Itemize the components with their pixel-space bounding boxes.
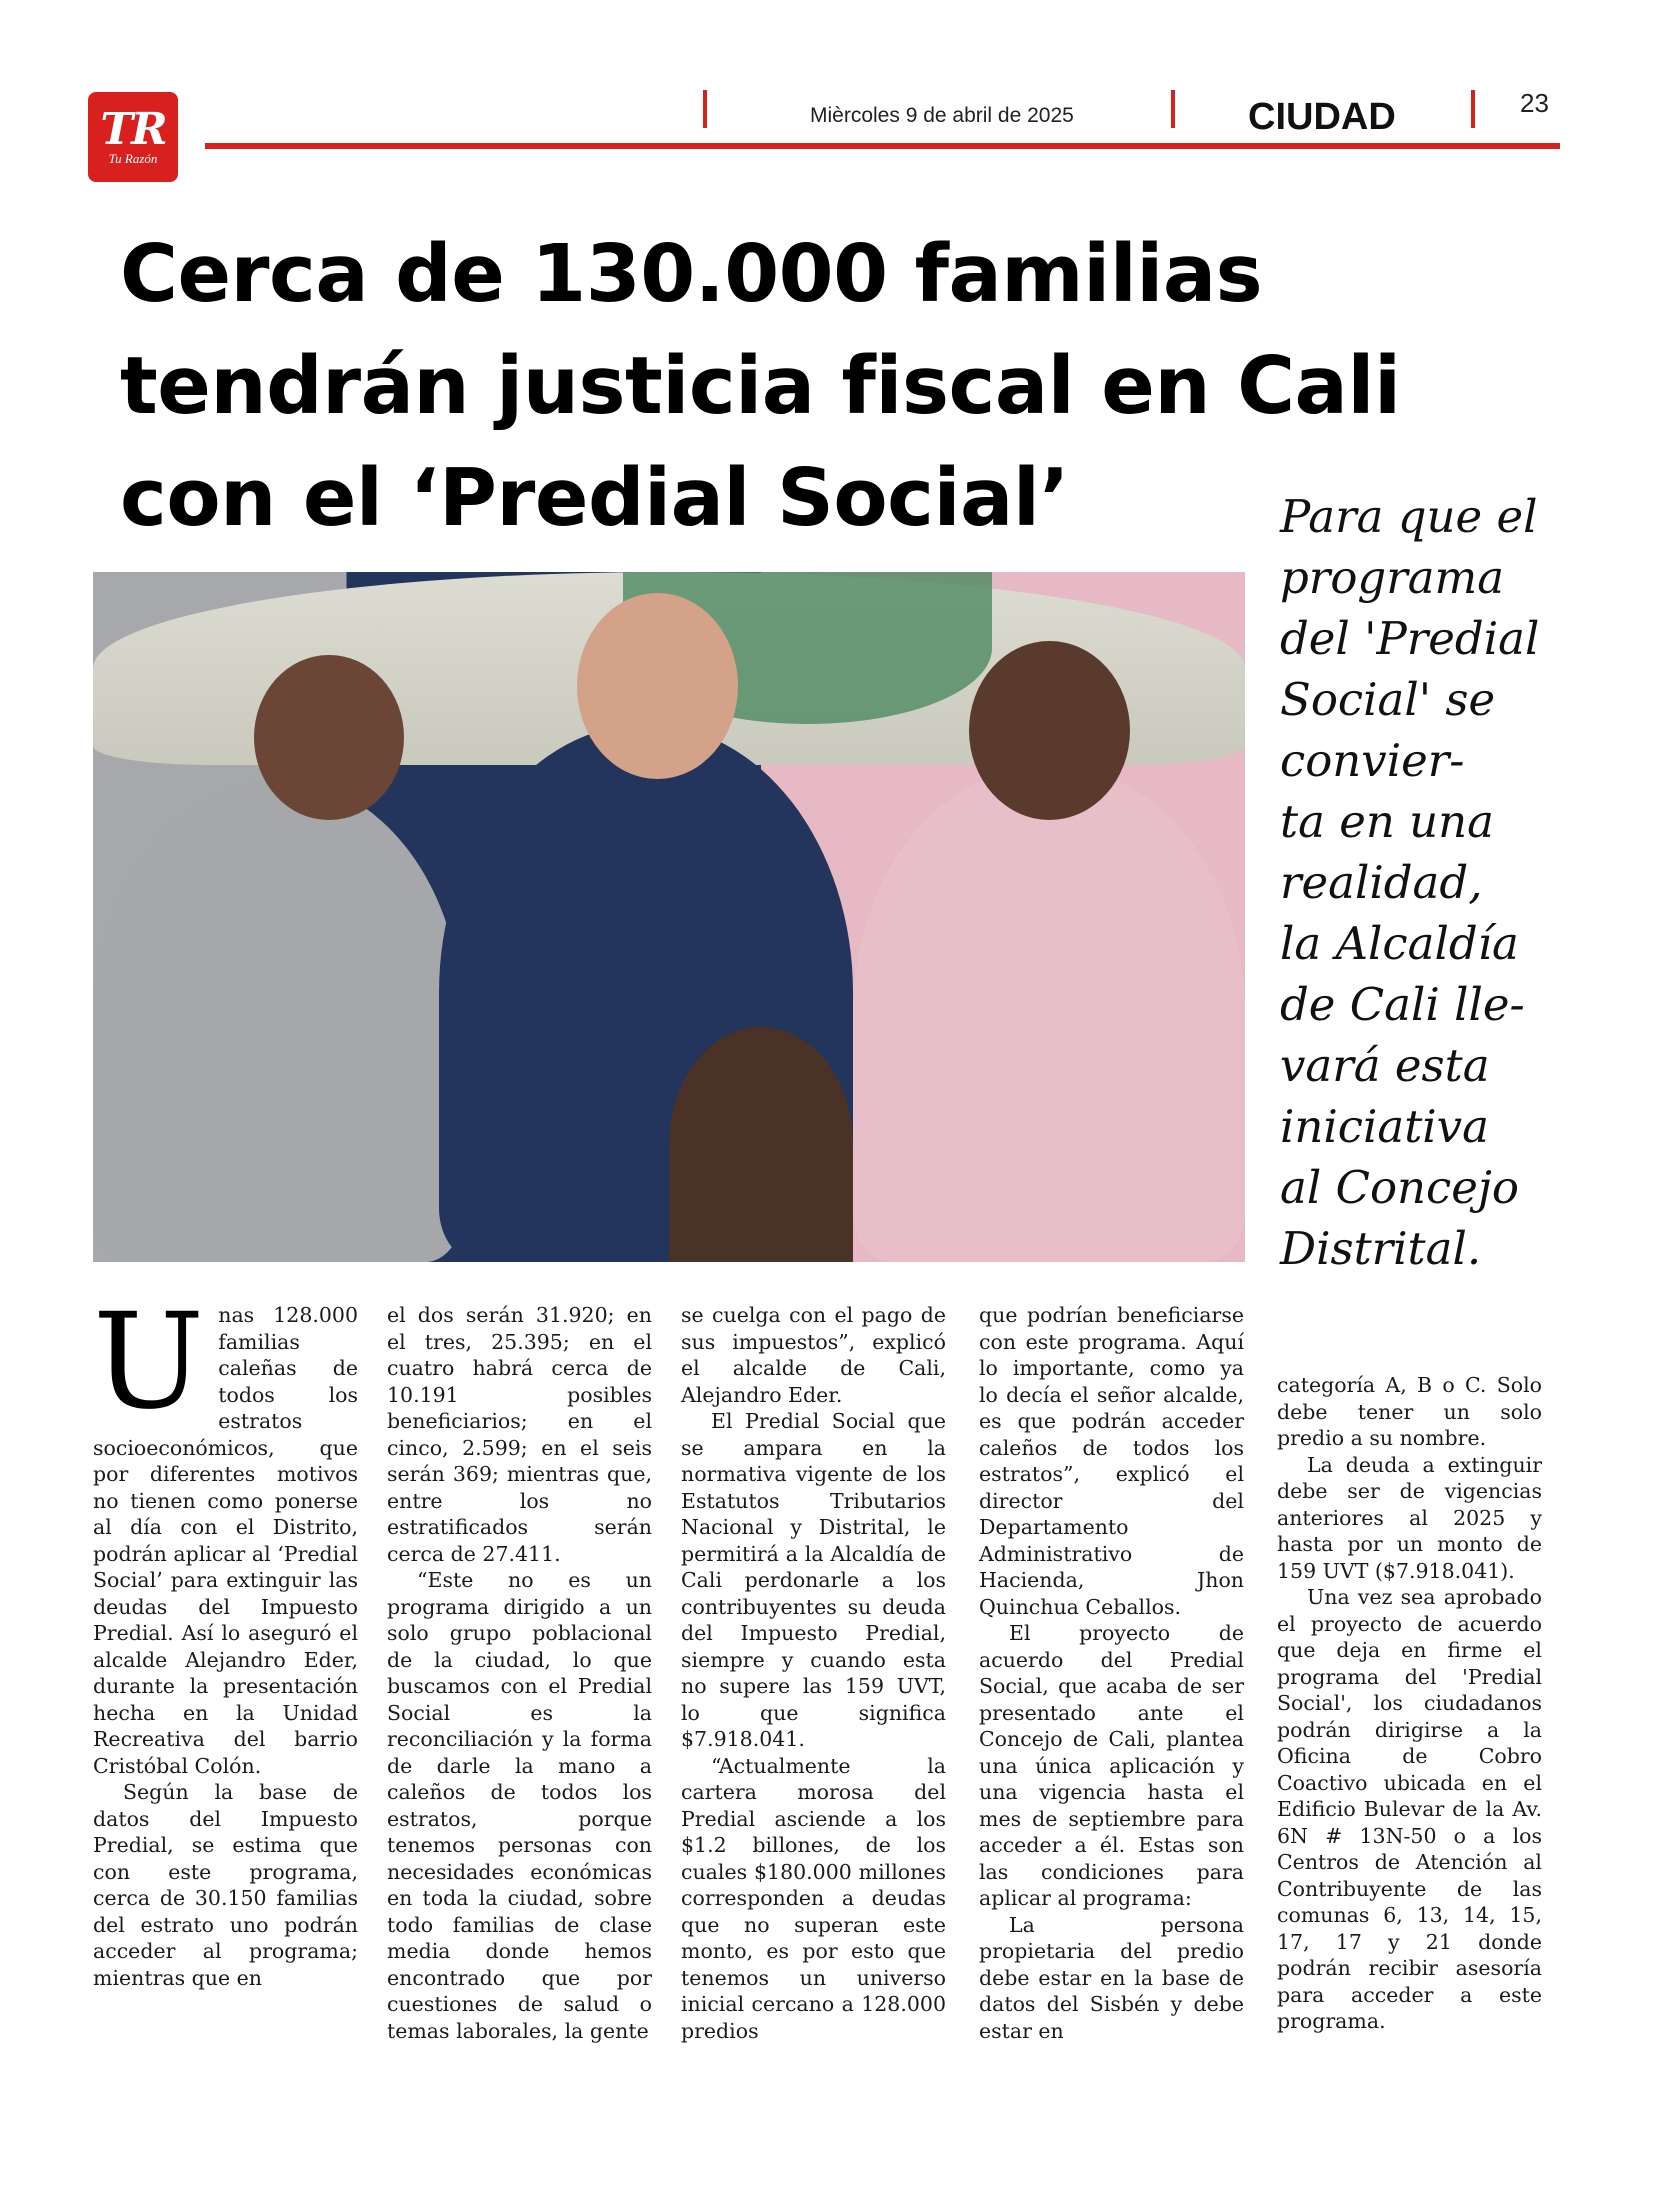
article-column-5: [1277, 1372, 1542, 2035]
pull-quote-line: de Cali lle-: [1280, 978, 1525, 1031]
article-column-2: [387, 1302, 652, 2044]
paragraph: La persona propietaria del predio debe estar en la base de datos del Sisbén y debe estar en: [979, 1912, 1244, 2043]
photo-head-front: [669, 1027, 853, 1262]
pull-quote-line: realidad,: [1280, 856, 1483, 909]
paragraph: nas 128.000 familias caleñas de todos los estratos socioeconómicos, que por diferentes motivos no tienen como ponerse al día con el Distrito, podrán aplicar al ‘Predial Social’ para extinguir las deudas del Impuesto Predial. Así lo aseguró el alcalde Alejandro Eder, durante la presentación hecha en la Unidad Recreativa del barrio Cristóbal Colón.: [93, 1303, 358, 1778]
article-photo: [93, 572, 1245, 1262]
paragraph: “Actualmente la cartera morosa del Predial asciende a los $1.2 billones, de los cuales $180.000 millones corresponden a deudas que no superan este monto, es por esto que tenemos un universo inicial cercano a 128.000 predios: [681, 1753, 946, 2043]
drop-cap: U: [93, 1285, 205, 1439]
logo-mark: TR: [100, 104, 166, 155]
paragraph: Una vez sea aprobado el proyecto de acuerdo que deja en firme el programa del 'Predial Social', los ciudadanos podrán dirigirse a la Oficina de Cobro Coactivo ubicada en el Edificio Bulevar de la Av. 6N # 13N-50 o a los Centros de Atención al Contribuyente de las comunas 6, 13, 14, 15, 17, 17 y 21 donde podrán recibir asesoría para acceder a este programa.: [1277, 1585, 1542, 2033]
paragraph: se cuelga con el pago de sus impuestos”, explicó el alcalde de Cali, Alejandro Eder.: [681, 1303, 946, 1407]
pull-quote-line: Social' se: [1280, 673, 1496, 726]
paragraph: categoría A, B o C. Solo debe tener un solo predio a su nombre.: [1277, 1373, 1542, 1450]
photo-head-center: [577, 593, 738, 779]
logo-subtitle: Tu Razón: [108, 151, 158, 166]
header-divider: [1171, 90, 1175, 128]
pull-quote-line: convier-: [1280, 734, 1465, 787]
paragraph: El Predial Social que se ampara en la normativa vigente de los Estatutos Tributarios Nacional y Distrital, le permitirá a la Alcaldía de Cali perdonarle a los contribuyentes su deuda del Impuesto Predial, siempre y cuando esta no supere las 159 UVT, lo que significa $7.918.041.: [681, 1409, 946, 1751]
article-column-4: [979, 1302, 1244, 2044]
header-rule: [205, 143, 1560, 149]
paragraph: que podrían beneficiarse con este programa. Aquí lo importante, como ya lo decía el señor alcalde, es que podrán acceder caleños de todos los estratos”, explicó el director del Departamento Administrativo de Hacienda, Jhon Quinchua Ceballos.: [979, 1303, 1244, 1619]
photo-person-right: [853, 765, 1245, 1262]
photo-person-left: [93, 779, 462, 1262]
pull-quote-line: Para que el: [1280, 490, 1538, 543]
issue-date: Mièrcoles 9 de abril de 2025: [810, 104, 1074, 127]
article-column-1: [93, 1285, 358, 1991]
pull-quote-line: del 'Predial: [1280, 612, 1540, 665]
headline-line: con el ‘Predial Social’: [120, 452, 1069, 544]
header-divider: [703, 90, 707, 128]
paragraph: El proyecto de acuerdo del Predial Social, que acaba de ser presentado ante el Concejo de Cali, plantea una única aplicación y una vigencia hasta el mes de septiembre para acceder a él. Estas son las condiciones para aplicar al programa:: [979, 1621, 1244, 1910]
paragraph: “Este no es un programa dirigido a un solo grupo poblacional de la ciudad, lo que buscamos con el Predial Social es la reconciliación y la forma de darle la mano a caleños de todos los estratos, porque tenemos personas con necesidades económicas en toda la ciudad, sobre todo familias de clase media donde hemos encontrado que por cuestiones de salud o temas laborales, la gente: [387, 1568, 652, 2043]
pull-quote-line: al Concejo: [1280, 1161, 1519, 1214]
article-column-3: [681, 1302, 946, 2044]
page-number: 23: [1520, 88, 1549, 118]
pull-quote-line: programa: [1280, 551, 1505, 604]
paragraph: Según la base de datos del Impuesto Predial, se estima que con este programa, cerca de 30.150 familias del estrato uno podrán acceder al programa; mientras que en: [93, 1780, 358, 1990]
paragraph: La deuda a extinguir debe ser de vigencias anteriores al 2025 y hasta por un monto de 159 UVT ($7.918.041).: [1277, 1452, 1542, 1583]
logo: [88, 92, 178, 182]
pull-quote-line: la Alcaldía: [1280, 917, 1519, 970]
photo-head-left: [254, 655, 404, 821]
pull-quote-line: ta en una: [1280, 795, 1494, 848]
pull-quote: [1280, 486, 1560, 1279]
headline-line: tendrán justicia fiscal en Cali: [120, 340, 1401, 432]
paragraph: el dos serán 31.920; en el tres, 25.395; en el cuatro habrá cerca de 10.191 posibles beneficiarios; en el cinco, 2.599; en el seis serán 369; mientras que, entre los no estratificados serán cerca de 27.411.: [387, 1303, 652, 1566]
section-name: CIUDAD: [1248, 96, 1396, 138]
pull-quote-line: vará esta: [1280, 1039, 1490, 1092]
pull-quote-line: iniciativa: [1280, 1100, 1489, 1153]
header-divider: [1471, 90, 1475, 128]
pull-quote-line: Distrital.: [1280, 1222, 1482, 1275]
headline-line: Cerca de 130.000 familias: [120, 228, 1263, 320]
photo-head-right: [969, 641, 1130, 820]
